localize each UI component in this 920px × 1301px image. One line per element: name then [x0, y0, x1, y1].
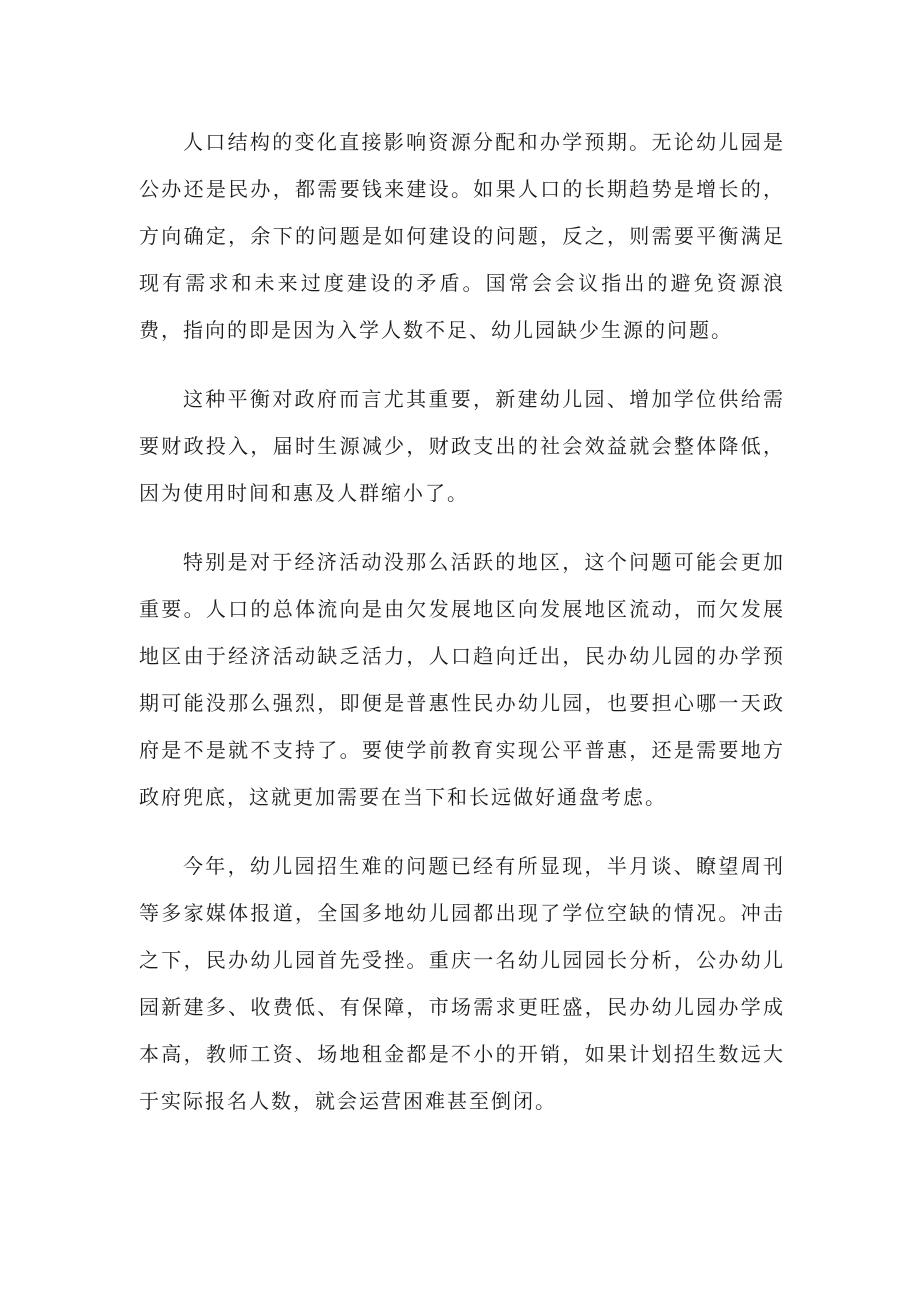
paragraph-2: 这种平衡对政府而言尤其重要，新建幼儿园、增加学位供给需要财政投入，届时生源减少，财政支出的社会效益就会整体降低，因为使用时间和惠及人群缩小了。	[139, 387, 785, 505]
document-body	[139, 119, 785, 1147]
paragraph-4: 今年，幼儿园招生难的问题已经有所显现，半月谈、瞭望周刊等多家媒体报道，全国多地幼儿园都出现了学位空缺的情况。冲击之下，民办幼儿园首先受挫。重庆一名幼儿园园长分析，公办幼儿园新建多、收费低、有保障，市场需求更旺盛，民办幼儿园办学成本高，教师工资、场地租金都是不小的开销，如果计划招生数远大于实际报名人数，就会运营困难甚至倒闭。	[139, 854, 785, 1113]
paragraph-3: 特别是对于经济活动没那么活跃的地区，这个问题可能会更加重要。人口的总体流向是由欠发展地区向发展地区流动，而欠发展地区由于经济活动缺乏活力，人口趋向迁出，民办幼儿园的办学预期可能没那么强烈，即便是普惠性民办幼儿园，也要担心哪一天政府是不是就不支持了。要使学前教育实现公平普惠，还是需要地方政府兜底，这就更加需要在当下和长远做好通盘考虑。	[139, 550, 785, 809]
paragraph-1: 人口结构的变化直接影响资源分配和办学预期。无论幼儿园是公办还是民办，都需要钱来建设。如果人口的长期趋势是增长的，方向确定，余下的问题是如何建设的问题，反之，则需要平衡满足现有需求和未来过度建设的矛盾。国常会会议指出的避免资源浪费，指向的即是因为入学人数不足、幼儿园缺少生源的问题。	[139, 130, 785, 342]
